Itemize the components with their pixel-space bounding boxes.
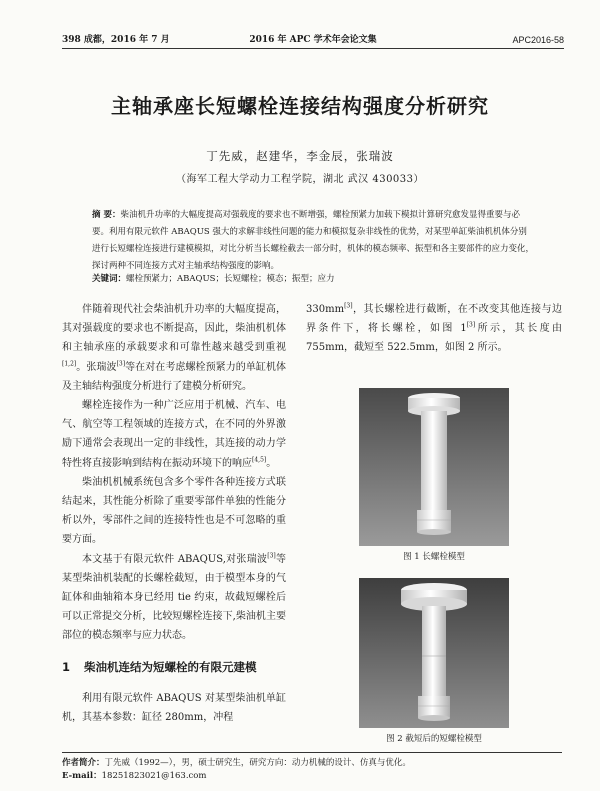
abstract	[92, 207, 534, 275]
header-paper-id: APC2016-58	[512, 35, 564, 45]
email-address[interactable]: 18251823021@163.com	[101, 771, 207, 781]
author-email: E-mail：18251823021@163.com	[62, 771, 207, 781]
author-footnote	[62, 752, 562, 783]
paper-affiliation: （海军工程大学动力工程学院，湖北 武汉 430033）	[175, 174, 425, 185]
abstract-text: 柴油机升功率的大幅度提高对强载度的要求也不断增强，螺栓预紧力加载下模拟计算研究愈发显得重要与必要。利用有限元软件 ABAQUS 强大的求解非线性问题的能力和模拟复杂非线性的优势，对某型单缸柴油机机体分别进行长短螺栓连接进行建模模拟，对比分析当长螺栓截去一部分时，机体的模态频率、振型和各主要部件的应力变化，探讨两种不同连接方式对主轴承结构强度的影响。	[92, 210, 535, 271]
paragraph-1: 伴随着现代社会柴油机升功率的大幅度提高，其对强载度的要求也不断提高，因此，柴油机机体和主轴承座的承载要求和可靠性越来越受到重视[1,2]。张瑞波[3]等在对在考虑螺栓预紧力的单缸机体及主轴结构强度分析进行了建模分析研究。	[62, 304, 287, 392]
citation: [3]	[267, 552, 276, 560]
figure-2-caption: 图 2 截短后的短螺栓模型	[386, 734, 482, 744]
figure-1	[306, 388, 562, 562]
page-header	[62, 32, 564, 49]
keywords-text: 螺栓预紧力；ABAQUS；长短螺栓；模态；振型；应力	[126, 274, 335, 284]
left-column	[62, 300, 286, 727]
short-bolt-model-image	[359, 578, 509, 728]
header-page-info: 398 成都，2016 年 7 月	[62, 35, 170, 45]
paragraph-5: 利用有限元软件 ABAQUS 对某型柴油机单缸机，其基本参数：缸径 280mm，冲程	[62, 692, 286, 724]
figure-1-caption: 图 1 长螺栓模型	[403, 552, 465, 562]
long-bolt-model-image	[359, 388, 509, 546]
paragraph-3: 柴油机机械系统包含多个零件各种连接方式联结起来，其性能分析除了重要零部件单独的性能分析以外，零部件之间的连接特性也是不可忽略的重要方面。	[62, 476, 286, 546]
abstract-label: 摘 要：	[92, 210, 121, 220]
keywords	[92, 272, 534, 286]
section-number: 1	[62, 659, 71, 674]
section-heading	[62, 658, 286, 677]
figure-2	[306, 578, 562, 744]
right-column-text	[306, 300, 562, 358]
citation: [1,2]	[62, 360, 77, 368]
citation: [3]	[116, 360, 126, 368]
paper-title: 主轴承座长短螺栓连接结构强度分析研究	[111, 94, 489, 118]
author-bio: 作者简介：丁先威（1992—），男，硕士研究生，研究方向：动力机械的设计、仿真与优化。	[62, 758, 411, 768]
section-title: 柴油机连结为短螺栓的有限元建模	[84, 659, 257, 674]
citation: [4,5]	[252, 456, 267, 464]
paper-authors: 丁先威，赵建华，李金辰，张瑞波	[206, 149, 394, 163]
paragraph-2: 螺栓连接作为一种广泛应用于机械、汽车、电气、航空等工程领域的连接方式，在不同的外界激励下通常会表现出一定的非线性，其连接的动力学特性将直接影响到结构在振动环境下的响应[4,5]。	[62, 400, 286, 469]
paragraph-4: 本文基于有限元软件 ABAQUS,对张瑞波[3]等某型柴油机装配的长螺栓截短，由于模型本身的气缸体和曲轴箱本身已经用 tie 约束，故截短螺栓后可以正常提交分析，比较短螺栓连接下,柴油机主要部位的模态频率与应力状态。	[62, 552, 286, 642]
paragraph-right: 330mm[3]，其长螺栓进行截断，在不改变其他连接与边界条件下，将长螺栓，如图 1[3]所示，其长度由 755mm，截短至 522.5mm，如图 2 所示。	[306, 302, 563, 354]
header-proceedings: 2016 年 APC 学术年会论文集	[249, 35, 377, 45]
citation: [3]	[344, 302, 353, 310]
citation: [3]	[466, 321, 476, 329]
keywords-label: 关键词：	[92, 274, 127, 284]
